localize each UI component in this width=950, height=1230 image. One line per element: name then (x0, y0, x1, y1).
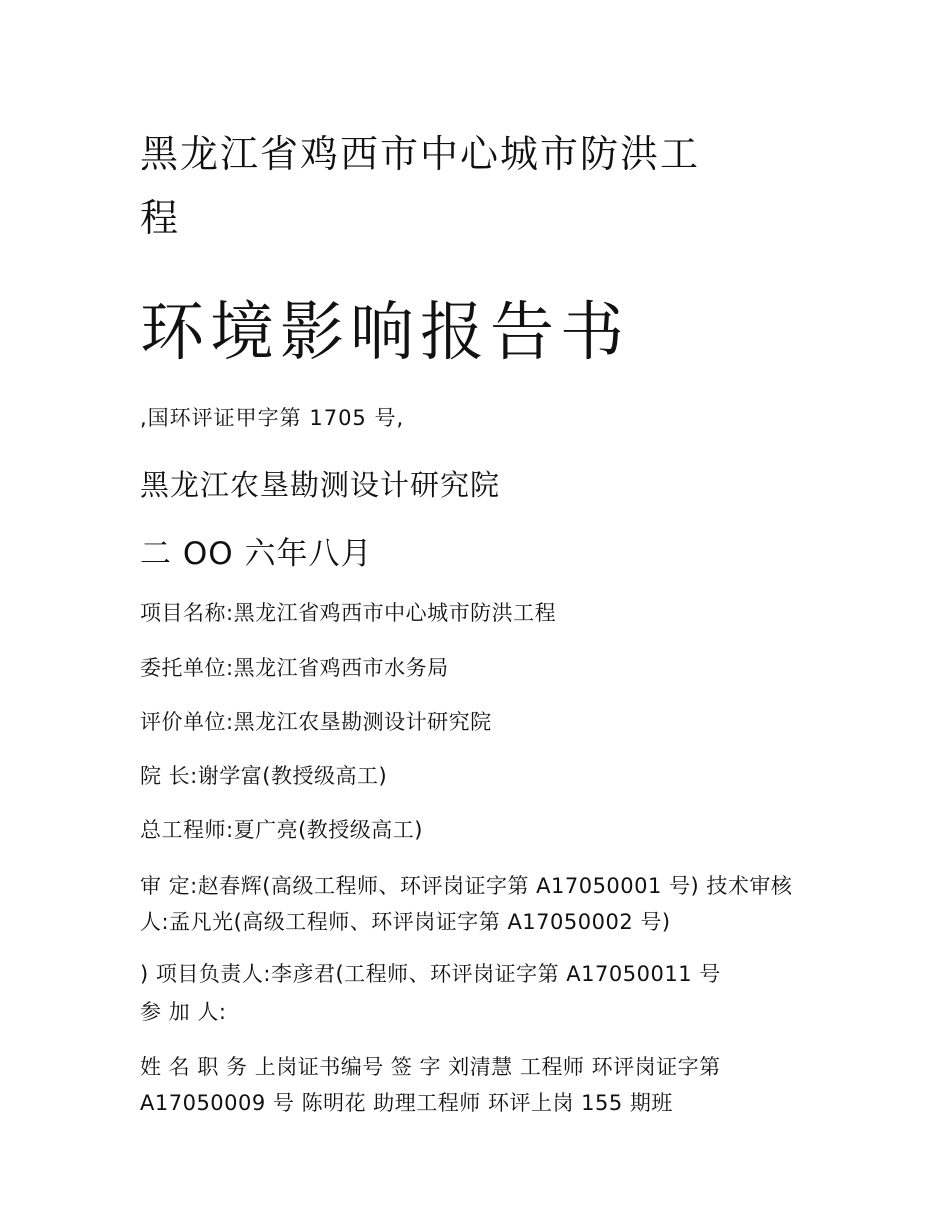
participants-label: 参 加 人: (140, 1000, 227, 1024)
project-name-line: 项目名称:黑龙江省鸡西市中心城市防洪工程 (140, 601, 557, 625)
report-main-title: 环境影响报告书 (140, 296, 630, 370)
report-title-line-2: 程 (140, 196, 181, 240)
chief-engineer-line: 总工程师:夏广亮(教授级高工) (140, 818, 423, 842)
certificate-number: ,国环评证甲字第 1705 号, (140, 406, 405, 430)
client-line: 委托单位:黑龙江省鸡西市水务局 (140, 656, 449, 680)
organization-name: 黑龙江农垦勘测设计研究院 (140, 468, 501, 502)
approval-paragraph: 审 定:赵春辉(高级工程师、环评岗证字第 A17050001 号) 技术审核人:孟凡光(高级工程师、环评岗证字第 A17050002 号) (140, 874, 793, 934)
report-date: 二 OO 六年八月 (140, 536, 373, 572)
evaluator-line: 评价单位:黑龙江农垦勘测设计研究院 (140, 710, 492, 734)
president-line: 院 长:谢学富(教授级高工) (140, 764, 388, 788)
report-title-line-1: 黑龙江省鸡西市中心城市防洪工 (140, 132, 701, 176)
project-lead-line: ) 项目负责人:李彦君(工程师、环评岗证字第 A17050011 号 (140, 962, 721, 986)
participants-table-text: 姓 名 职 务 上岗证书编号 签 字 刘清慧 工程师 环评岗证字第 A17050009 号 陈明花 助理工程师 环评上岗 155 期班 (140, 1055, 721, 1115)
